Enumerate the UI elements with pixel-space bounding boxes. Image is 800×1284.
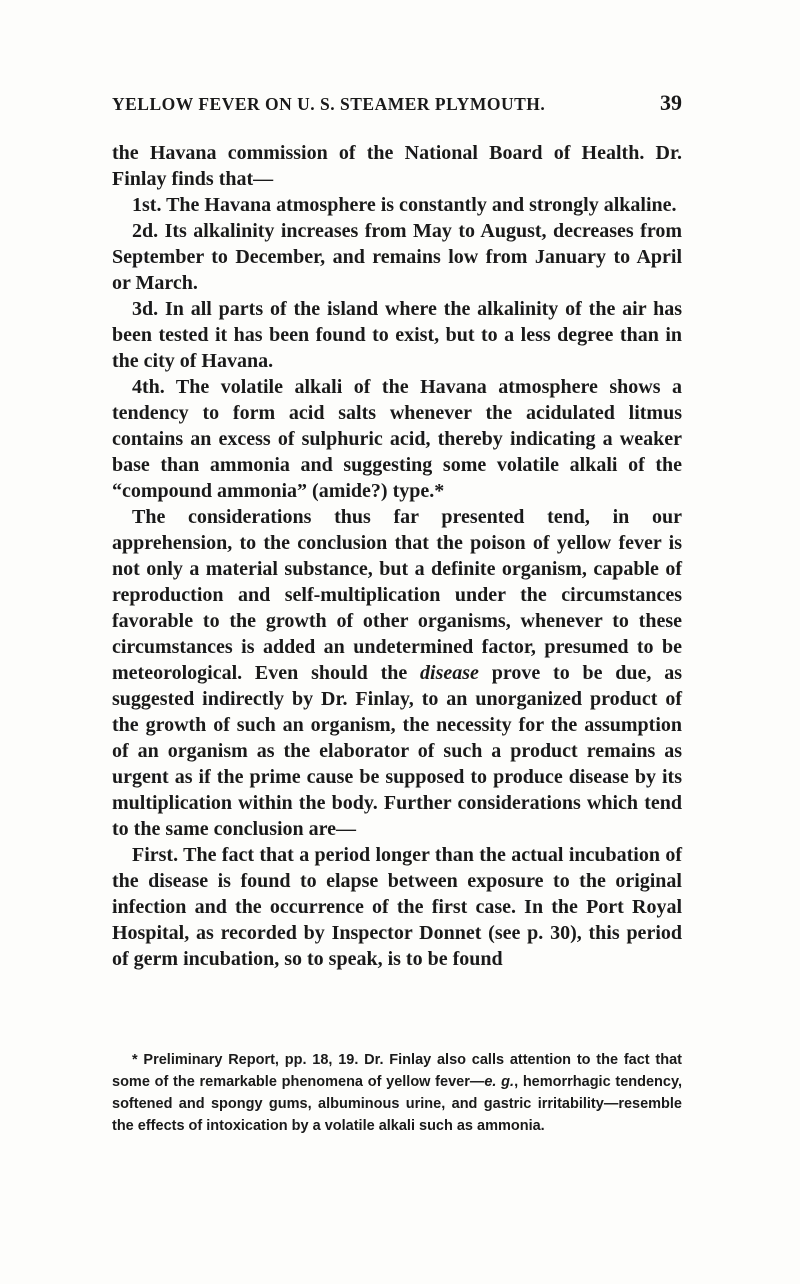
page-number: 39: [660, 90, 682, 115]
considerations-text-a: The considerations thus far presented tend, in our apprehension, to the conclusion that the poison of yellow fever is not only a material substance, but a definite organism, capable of reproduction and self-multiplication under the circumstances favorable to the growth of other organisms, whenever to these circumstances is added an undetermined factor, presumed to be meteorological. Even should the: [112, 506, 682, 684]
body-text: [112, 140, 682, 972]
footnote-text-b: , hemorrhagic tendency, softened and spongy gums, albuminous urine, and gastric irritability—resemble the effects of intoxication by a volatile alkali such as ammonia.: [112, 1074, 682, 1134]
paragraph-finding-4: 4th. The volatile alkali of the Havana atmosphere shows a tendency to form acid salts whenever the acidulated litmus contains an excess of sulphuric acid, thereby indicating a weaker base than ammonia and suggesting some volatile alkali of the “compound ammonia” (amide?) type.*: [112, 376, 682, 502]
paragraph-finding-1: 1st. The Havana atmosphere is constantly and strongly alkaline.: [132, 194, 677, 216]
considerations-emphasis: disease: [420, 662, 479, 684]
paragraph-finding-2: 2d. Its alkalinity increases from May to August, decreases from September to December, and remains low from January to April or March.: [112, 220, 682, 294]
running-header: [112, 90, 682, 115]
footnote: [112, 1049, 682, 1137]
footnote-text-a: * Preliminary Report, pp. 18, 19. Dr. Finlay also calls attention to the fact that some of the remarkable phenomena of yellow fever—: [112, 1052, 682, 1090]
paragraph-first: First. The fact that a period longer than the actual incubation of the disease is found to elapse between exposure to the original infection and the occurrence of the first case. In the Port Royal Hospital, as recorded by Inspector Donnet (see p. 30), this period of germ incubation, so to speak, is to be found: [112, 844, 682, 970]
footnote-emphasis: e. g.: [484, 1074, 515, 1090]
paragraph-continuation: the Havana commission of the National Board of Health. Dr. Finlay finds that—: [112, 142, 682, 190]
running-title: YELLOW FEVER ON U. S. STEAMER PLYMOUTH.: [112, 94, 546, 114]
paragraph-considerations: [112, 504, 682, 842]
considerations-text-b: prove to be due, as suggested indirectly by Dr. Finlay, to an unorganized product of the growth of such an organism, the necessity for the assumption of an organism as the elaborator of such a product remains as urgent as if the prime cause be supposed to produce disease by its multiplication within the body. Further considerations which tend to the same conclusion are—: [112, 662, 682, 840]
paragraph-finding-3: 3d. In all parts of the island where the alkalinity of the air has been tested it has been found to exist, but to a less degree than in the city of Havana.: [112, 298, 682, 372]
